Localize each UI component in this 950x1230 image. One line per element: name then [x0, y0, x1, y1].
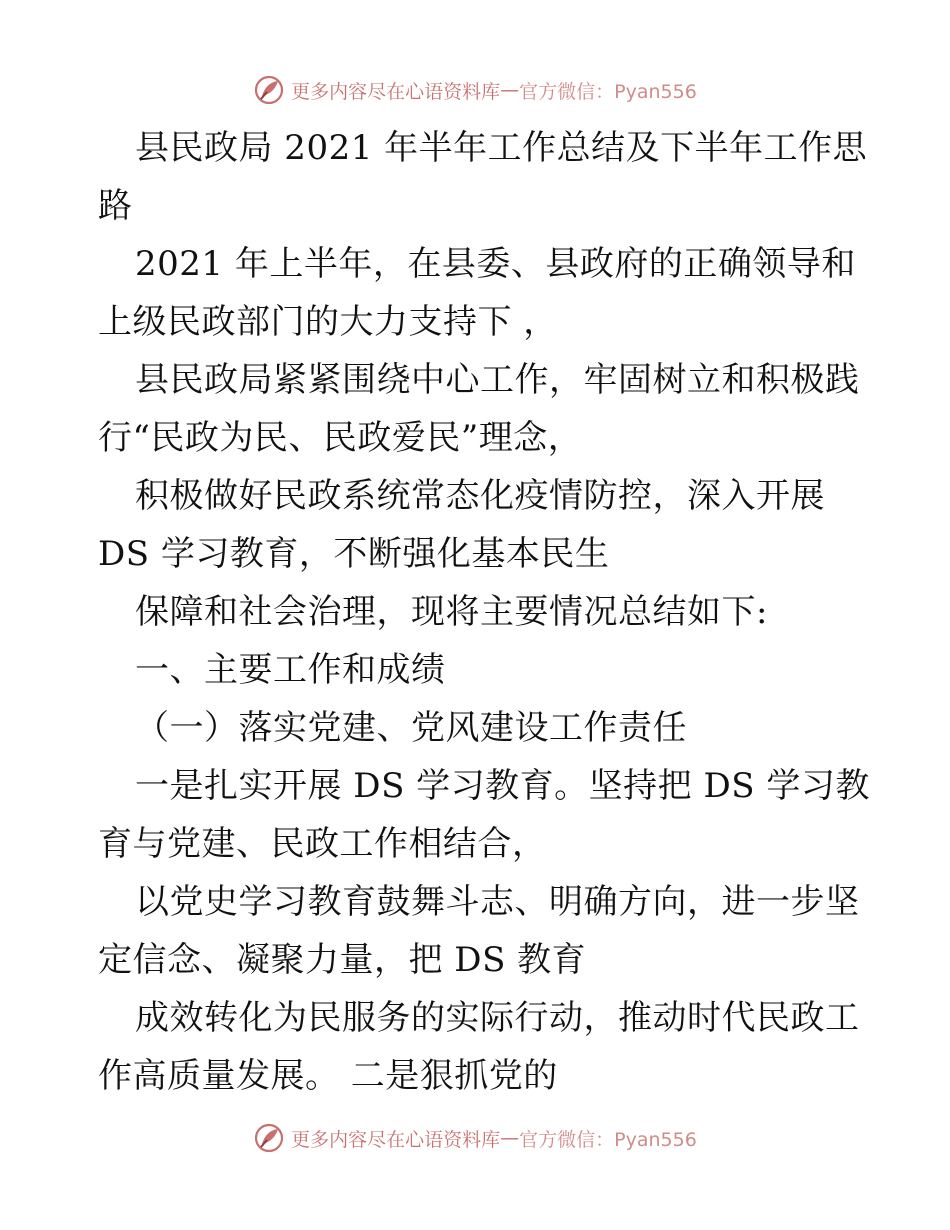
doc-line: 定信念、凝聚力量，把 DS 教育 — [98, 940, 587, 980]
doc-line: 2021 年上半年，在县委、县政府的正确领导和 — [135, 244, 856, 284]
doc-line: 积极做好民政系统常态化疫情防控，深入开展 — [135, 476, 825, 516]
subsection-heading: （一）落实党建、党风建设工作责任 — [135, 708, 687, 748]
doc-line: 保障和社会治理，现将主要情况总结如下: — [135, 592, 768, 632]
watermark-separator: — — [500, 1127, 520, 1149]
watermark-brand: 更多内容尽在心语资料库 — [291, 80, 501, 103]
footer-watermark — [0, 1118, 950, 1158]
doc-line: 县民政局紧紧围绕中心工作，牢固树立和积极践 — [135, 360, 860, 400]
watermark-contact: 官方微信：Pyan556 — [519, 1128, 697, 1151]
watermark-separator: — — [500, 79, 520, 101]
header-watermark — [0, 70, 950, 110]
leaf-pen-logo-icon — [253, 1122, 285, 1154]
doc-line: 成效转化为民服务的实际行动，推动时代民政工 — [135, 998, 860, 1038]
watermark-brand: 更多内容尽在心语资料库 — [291, 1128, 501, 1151]
doc-line: 一是扎实开展 DS 学习教育。坚持把 DS 学习教 — [135, 766, 870, 806]
doc-line: 行“民政为民、民政爱民”理念， — [98, 418, 583, 458]
doc-line: DS 学习教育，不断强化基本民生 — [98, 534, 610, 574]
section-heading: 一、主要工作和成绩 — [135, 650, 446, 690]
doc-line: 作高质量发展。 二是狠抓党的 — [98, 1056, 558, 1096]
leaf-pen-logo-icon — [253, 74, 285, 106]
doc-line: 以党史学习教育鼓舞斗志、明确方向，进一步坚 — [135, 882, 860, 922]
watermark-contact: 官方微信：Pyan556 — [519, 80, 697, 103]
doc-line: 路 — [98, 186, 133, 226]
doc-line: 上级民政部门的大力支持下 ， — [98, 302, 558, 342]
doc-line: 育与党建、民政工作相结合， — [98, 824, 547, 864]
doc-line: 县民政局 2021 年半年工作总结及下半年工作思 — [135, 128, 868, 168]
